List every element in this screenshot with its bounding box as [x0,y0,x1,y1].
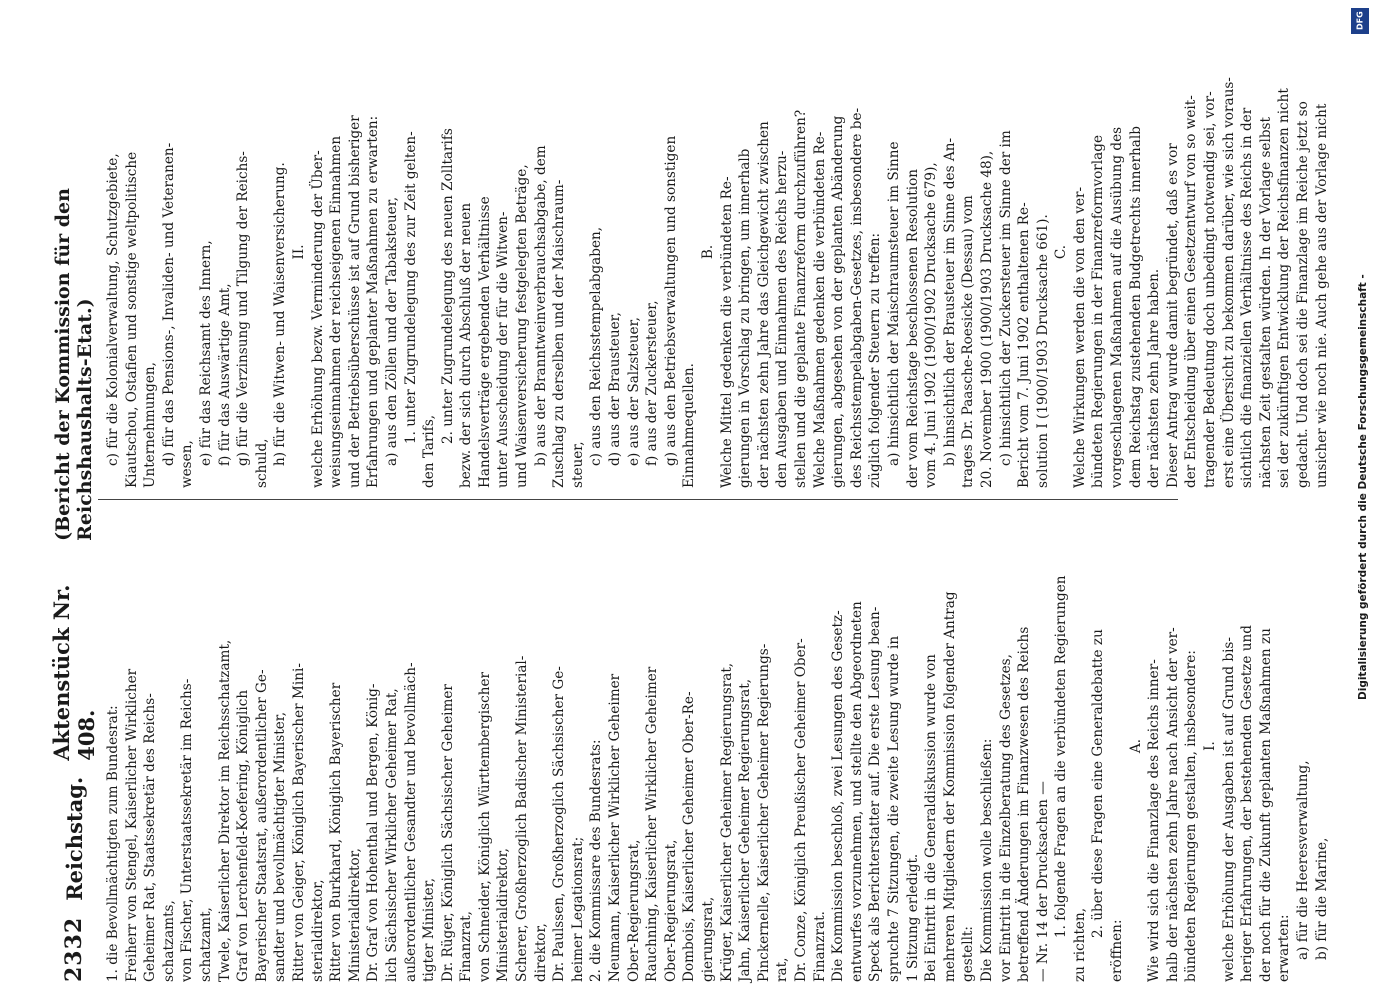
text-line: Pinckernelle, Kaiserlicher Geheimer Regierungs- [755,643,772,982]
text-line: I. [1202,741,1219,751]
text-line: d) aus der Brausteuer, [607,311,624,466]
text-line: sandter und bevollmächtigter Minister, [272,711,289,982]
text-line: Speck als Berichterstatter auf. Die erste Lesung bean- [867,606,884,982]
text-line: vom 4. Juni 1902 (1900/1902 Drucksache 679), [923,162,940,488]
text-line: erwarten: [1276,914,1293,982]
text-line: dem Reichstag zustehenden Budgetrechts innerhalb [1127,126,1144,488]
text-line: h) für die Witwen- und Waisenversicherung. [272,162,289,466]
text-line: Dr. Graf von Hohenthal und Bergen, König- [365,683,382,982]
text-line: Erfahrungen und geplanter Maßnahmen zu erwarten: [365,115,382,488]
text-line: der noch für die Zukunft geplanten Maßnahmen zu [1257,628,1274,982]
text-line: Finanzrat. [811,911,828,982]
text-line: f) für das Auswärtige Amt, [216,283,233,466]
text-line: züglich folgender Steuern zu treffen: [867,232,884,488]
text-line: 1. unter Zugrundelegung des zur Zeit gelten- [402,131,419,444]
text-line: c) aus den Reichsstempelabgaben, [588,226,605,466]
text-line: a) für die Heeresverwaltung, [1295,760,1311,960]
column-divider [98,499,1178,500]
text-line: Dombois, Kaiserlicher Geheimer Ober-Re- [681,691,698,982]
text-line: erst eine Übersicht zu bekommen darüber, wie sich voraus- [1220,77,1237,488]
text-line: der nächsten zehn Jahre das Gleichgewicht zwischen [755,121,772,488]
text-line: 1. folgende Fragen an die verbündeten Regierungen [1053,575,1070,938]
text-line: bezw. der sich durch Abschluß der neuen [458,202,475,488]
document-number: Aktenstück Nr. 408. [49,584,99,761]
text-line: Ministerialdirektor, [495,848,512,982]
text-line: solution I (1900/1903 Drucksache 661). [1034,214,1051,488]
text-line: Neumann, Kaiserlicher Wirklicher Geheimer [607,673,624,982]
text-line: Bei Eintritt in die Generaldiskussion wurde von [923,654,940,982]
text-line: Ritter von Geiger, Königlich Bayerischer Mini- [290,663,307,982]
text-line: gestellt: [960,926,977,982]
text-line: c) für die Kolonialverwaltung, Schutzgebiete, [105,153,121,466]
text-line: C. [1053,244,1070,260]
text-line: Dr. Rüger, Königlich Sächsischer Geheimer [439,684,456,982]
text-line: Welche Mittel gedenken die verbündeten Re- [718,176,735,488]
text-line: Die Kommission beschloß, zwei Lesungen des Gesetz- [830,610,847,982]
text-line: nächsten Zeit gestalten würden. In der Vorlage selbst [1257,117,1274,488]
text-line: c) hinsichtlich der Zuckersteuer im Sinne der im [997,130,1014,466]
left-text-column [104,510,1330,982]
text-line: schatzamts, [160,900,177,982]
text-line: e) für das Reichsamt des Innern, [197,240,214,466]
text-line: vor Eintritt in die Einzelberatung des Gesetzes, [997,654,1014,982]
text-line: außerordentlicher Gesandter und bevollmäch- [402,662,419,982]
text-line: bündeten Regierungen in der Finanzreformvorlage [1090,135,1107,488]
text-line: des Reichsstempelabgaben-Gesetzes, insbesondere be- [848,107,865,488]
text-line: B. [700,244,716,260]
text-line: schuld, [253,438,270,488]
text-line: d) für das Pensions-, Invaliden- und Veteranen- [160,142,177,466]
text-line: gierungsrat, [700,896,716,982]
text-line: unter Ausscheidung der für die Witwen- [495,211,512,488]
header-title: Reichstag. [61,776,87,901]
text-line: 2. unter Zugrundelegung des neuen Zolltarifs [439,128,456,444]
text-line: Unternehmungen, [142,362,159,488]
text-line: Einnahmequellen. [681,363,698,488]
text-line: tragender Bedeutung doch unbedingt notwendig sei, vor- [1202,91,1219,488]
text-line: Wie wird sich die Finanzlage des Reichs inner- [1146,659,1163,982]
text-line: rat, [774,957,791,982]
text-line: gedacht. Und doch sei die Finanzlage im Reiche jetzt so [1295,101,1311,488]
text-line: f) aus der Zuckersteuer, [644,300,661,466]
dfg-logo-badge: DFG [1351,8,1369,34]
text-line: Ober-Regierungsrat, [662,839,679,982]
text-line: — Nr. 14 der Drucksachen — [1034,781,1051,982]
page-number: 2332 [61,916,87,982]
text-line: 1. die Bevollmächtigten zum Bundesrat: [105,705,121,982]
text-line: heimer Legationsrat; [569,836,586,982]
report-title: (Bericht der Kommission für den Reichshaushalts-Etat.) [52,188,96,541]
text-line: stellen und die geplante Finanzreform durchzuführen? [792,109,809,488]
text-line: Twele, Kaiserlicher Direktor im Reichsschatzamt, [216,639,233,982]
text-line: Zuschlag zu derselben und der Maischraum- [551,179,568,488]
text-line: den Ausgaben und Einnahmen des Reichs herzu- [774,150,791,488]
text-line: Rauchning, Kaiserlicher Wirklicher Geheimer [644,666,661,982]
text-line: b) hinsichtlich der Brausteuer im Sinne des An- [941,137,958,466]
text-line: a) hinsichtlich der Maischraumsteuer im Sinne [885,141,902,466]
text-line: lich Sächsischer Wirklicher Geheimer Rat, [383,688,400,982]
text-line: Finanzrat, [458,911,475,982]
text-line: der vom Reichstage beschlossenen Resolution [904,168,921,488]
text-line: entwurfes vorzunehmen, und stellte den Abgeordneten [848,601,865,982]
text-line: Handelsverträge ergebenden Verhältnisse [476,196,493,488]
text-line: welche Erhöhung bezw. Verminderung der Über- [309,150,326,488]
text-line: von Schneider, Königlich Württembergischer [476,671,493,982]
text-line: vorgeschlagenen Maßnahmen auf die Ausübung des [1109,126,1126,488]
text-line: Scherer, Großherzoglich Badischer Ministerial- [514,655,531,982]
text-line: unsicher wie noch nie. Auch gehe aus der Vorlage nicht [1313,103,1330,488]
text-line: Welche Wirkungen werden die von den ver- [1071,186,1088,488]
text-line: II. [290,244,307,260]
text-line: Dr. Conze, Königlich Preußischer Geheimer Ober- [792,638,809,982]
text-line: betreffend Änderungen im Finanzwesen des Reichs [1016,626,1033,982]
page-header [49,0,99,1000]
text-line: sterialdirektor, [309,879,326,982]
text-line: und Waisenversicherung festgelegten Beträge, [514,164,531,488]
text-line: zu richten, [1071,907,1088,982]
text-line: steuer, [569,441,586,488]
text-line: schatzamt, [197,907,214,982]
text-line: b) für die Marine, [1313,837,1330,960]
digitization-note: Digitalisierung gefördert durch die Deutsche Forschungsgemeinschaft - [1357,274,1369,700]
text-line: A. [1127,738,1144,754]
text-line: Dr. Paulssen, Großherzoglich Sächsischer Ge- [551,666,568,982]
text-line: Dieser Antrag wurde damit begründet, daß es vor [1164,143,1181,488]
text-line: a) aus den Zöllen und der Tabaksteuer, [383,196,400,466]
text-line: Jahn, Kaiserlicher Geheimer Regierungsrat, [737,678,754,982]
text-line: mehreren Mitgliedern der Kommission folgender Antrag [941,591,958,982]
text-line: g) aus den Betriebsverwaltungen und sonstigen [662,135,679,466]
text-line: 20. November 1900 (1900/1903 Drucksache 48), [978,150,995,488]
text-line: Kiautschou, Ostafien und sonstige weltpolitische [123,151,140,488]
text-line: heriger Erfahrungen, der bestehenden Gesetze und [1239,625,1256,982]
text-line: Krüger, Kaiserlicher Geheimer Regierungsrat, [718,662,735,982]
text-line: wesen, [179,440,196,488]
text-line: 2. über diese Fragen eine Generaldebatte zu [1090,629,1107,938]
text-line: Bayerischer Staatsrat, außerordentlicher Ge- [253,669,270,982]
text-line: weisungseinnahmen der reichseigenen Einnahmen [328,135,345,488]
text-line: trages Dr. Paasche-Roesicke (Dessau) vom [960,195,977,488]
text-line: spruchte 7 Sitzungen, die zweite Lesung wurde in [885,635,902,982]
text-line: 2. die Kommissare des Bundesrats: [588,739,605,982]
text-line: den Tarifs, [421,414,438,488]
text-line: tigter Minister, [421,877,438,982]
text-line: welche Erhöhung der Ausgaben ist auf Grund bis- [1220,637,1237,982]
text-line: e) aus der Salzsteuer, [625,317,642,466]
text-line: von Fischer, Unterstaatssekretär im Reichs- [179,678,196,982]
text-line: und der Betriebsüberschüsse ist auf Grund bisheriger [346,115,363,488]
text-line: g) für die Verzinsung und Tilgung der Reichs- [235,151,252,466]
right-text-column [104,16,1330,488]
text-line: sichtlich die finanziellen Verhältnisse des Reichs in der [1239,107,1256,488]
text-line: der Entscheidung über einen Gesetzentwurf von so weit- [1183,95,1200,488]
text-line: direktor, [532,923,549,982]
text-line: eröffnen: [1109,919,1126,982]
text-line: der nächsten zehn Jahre haben. [1146,268,1163,488]
text-line: 1 Sitzung erledigt. [904,853,921,982]
text-line: Ober-Regierungsrat, [625,839,642,982]
text-line: halb der nächsten zehn Jahre nach Ansicht der ver- [1164,627,1181,982]
text-line: bündeten Regierungen gestalten, insbesondere: [1183,650,1200,982]
text-line: Welche Maßnahmen gedenken die verbündeten Re- [811,131,828,488]
text-line: Die Kommission wolle beschließen: [978,738,995,982]
text-line: Geheimer Rat, Staatssekretär des Reichs- [142,693,159,982]
text-line: Ministerialdirektor, [346,848,363,982]
text-line: Graf von Lerchenfeld-Koefering, Königlich [235,689,252,982]
text-line: gierungen in Vorschlag zu bringen, um innerhalb [737,148,754,488]
text-line: b) aus der Branntweinverbrauchsabgabe, dem [532,145,549,466]
text-line: gierungen, abgesehen von der geplanten Abänderung [830,115,847,488]
text-line: Bericht vom 7. Juni 1902 enthaltenen Re- [1016,202,1033,488]
text-line: sei der zukünftigen Entwicklung der Reichsfinanzen nicht [1276,88,1293,488]
text-line: Freiherr von Stengel, Kaiserlicher Wirklicher [123,668,140,982]
text-line: Ritter von Burkhard, Königlich Bayerischer [328,682,345,982]
